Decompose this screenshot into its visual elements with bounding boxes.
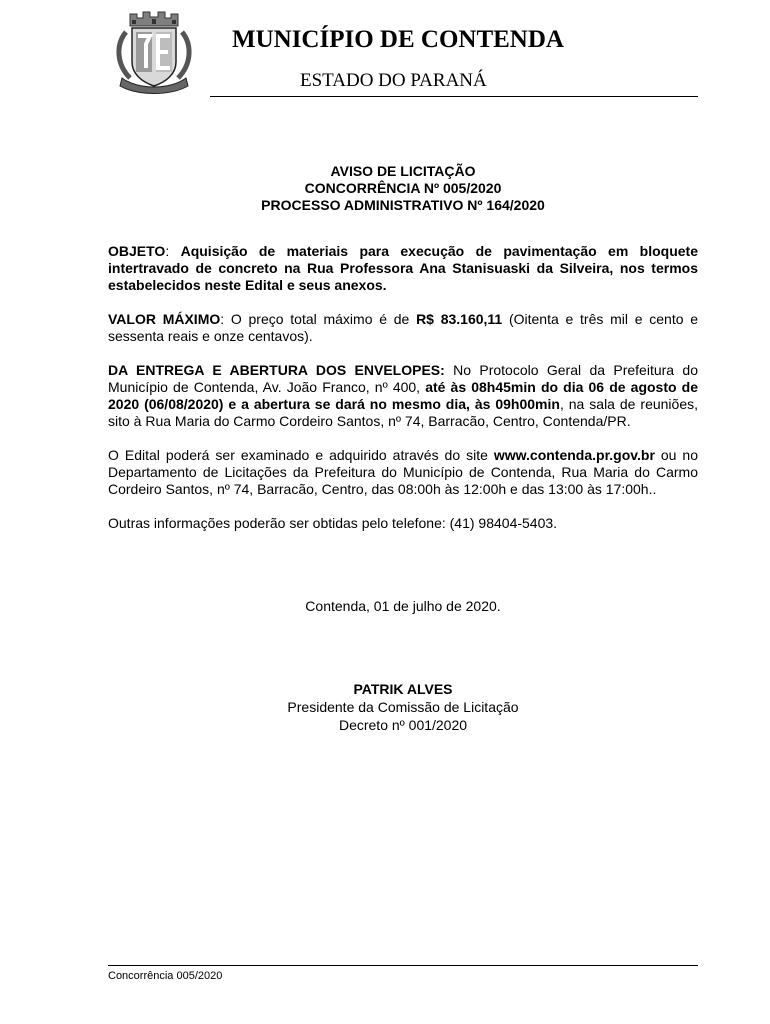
footer-text: Concorrência 005/2020 bbox=[108, 970, 223, 982]
valor-paragraph bbox=[108, 311, 698, 345]
entrega-paragraph bbox=[108, 362, 698, 430]
date-line: Contenda, 01 de julho de 2020. bbox=[305, 598, 501, 614]
entrega-text-a: No Protocolo Geral da Prefeitura do Município de Contenda, Av. João Franco, nº 400, bbox=[108, 362, 698, 395]
signatory-role: Presidente da Comissão de Licitação bbox=[287, 699, 519, 715]
objeto-paragraph bbox=[108, 243, 698, 294]
footer-divider bbox=[108, 965, 698, 966]
signatory-decree: Decreto nº 001/2020 bbox=[338, 717, 468, 733]
valor-text-b: (Oitenta e três mil e cento e sessenta reais e onze centavos). bbox=[108, 311, 699, 344]
municipality-title: MUNICÍPIO DE CONTENDA bbox=[232, 26, 564, 53]
edital-paragraph bbox=[108, 447, 698, 498]
contact-paragraph: Outras informações poderão ser obtidas pelo telefone: (41) 98404-5403. bbox=[108, 515, 558, 531]
entrega-text-b: , na sala de reuniões, sito à Rua Maria do Carmo Cordeiro Santos, nº 74, Barracão, Centro, Contenda/PR. bbox=[108, 396, 698, 429]
edital-site-link[interactable]: www.contenda.pr.gov.br bbox=[493, 447, 655, 463]
notice-body bbox=[108, 243, 698, 549]
header-divider bbox=[210, 96, 698, 97]
notice-title bbox=[108, 163, 698, 214]
signatory-name: PATRIK ALVES bbox=[353, 681, 453, 697]
entrega-label: DA ENTREGA E ABERTURA DOS ENVELOPES: bbox=[108, 362, 445, 378]
notice-number-line: CONCORRÊNCIA Nº 005/2020 bbox=[304, 180, 502, 196]
objeto-separator: : bbox=[165, 243, 181, 259]
valor-amount: R$ 83.160,11 bbox=[416, 311, 503, 327]
objeto-text: Aquisição de materiais para execução de pavimentação em bloquete intertravado de concreto na Rua Professora Ana Stanisuaski da Silveira, nos termos estabelecidos neste Edital e seus anexos. bbox=[108, 243, 699, 293]
valor-label: VALOR MÁXIMO bbox=[108, 311, 221, 327]
signature-block bbox=[108, 680, 698, 734]
objeto-label: OBJETO bbox=[108, 243, 166, 259]
entrega-deadline: até às 08h45min do dia 06 de agosto de 2020 (06/08/2020) e a abertura se dará no mesmo dia, às 09h00min bbox=[108, 379, 699, 412]
notice-title-line: AVISO DE LICITAÇÃO bbox=[330, 163, 476, 179]
valor-text-a: : O preço total máximo é de bbox=[220, 311, 417, 327]
edital-text-b: ou no Departamento de Licitações da Prefeitura do Município de Contenda, Rua Maria do Carmo Cordeiro Santos, nº 74, Barracão, Centro, das 08:00h às 12:00h e das 13:00 às 17:00h.. bbox=[108, 447, 698, 497]
process-number-line: PROCESSO ADMINISTRATIVO Nº 164/2020 bbox=[261, 197, 545, 213]
edital-text-a: O Edital poderá ser examinado e adquirido através do site bbox=[108, 447, 494, 463]
coat-of-arms-logo bbox=[108, 4, 200, 96]
state-subtitle: ESTADO DO PARANÁ bbox=[300, 70, 487, 91]
